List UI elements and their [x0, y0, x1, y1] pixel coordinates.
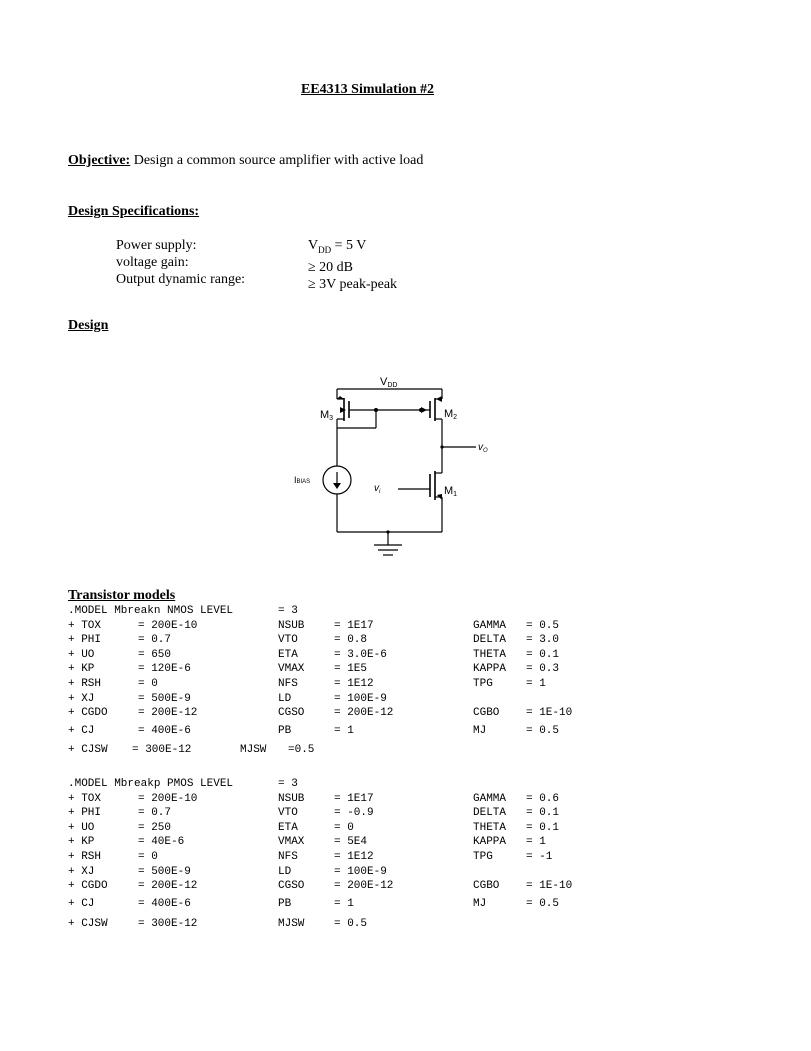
model-cell: LD	[278, 865, 292, 878]
transistor-models-heading: Transistor models	[68, 588, 176, 603]
model-cell: + CGDO	[68, 707, 108, 720]
objective-line	[68, 153, 423, 169]
model-cell: = 500E-9	[138, 865, 191, 878]
model-cell: PB	[278, 897, 292, 910]
m3-label: M3	[320, 409, 334, 422]
model-cell: ETA	[278, 821, 298, 834]
spec-value-range: ≥ 3V peak-peak	[308, 276, 398, 292]
model-cell: TPG	[473, 851, 493, 863]
model-cell: = 1	[526, 836, 546, 849]
model-cell: TPG	[473, 678, 493, 690]
model-cell: = 500E-9	[138, 692, 191, 705]
model-cell: MJ	[473, 724, 487, 737]
model-cell: = 3	[278, 778, 298, 790]
model-cell: + CJSW	[68, 918, 108, 931]
model-cell: .MODEL Mbreakn NMOS LEVEL	[68, 605, 234, 617]
model-cell: + CJSW	[68, 744, 108, 757]
model-cell: + CGDO	[68, 880, 108, 893]
model-cell: DELTA	[473, 634, 507, 647]
model-cell: THETA	[473, 648, 507, 661]
m3-arrow-icon	[337, 396, 344, 399]
vi-label: $v_i$	[374, 483, 381, 495]
model-cell: .MODEL Mbreakp PMOS LEVEL	[68, 778, 234, 790]
model-cell: CGSO	[278, 880, 305, 893]
model-cell: + TOX	[68, 792, 102, 805]
model-cell: ETA	[278, 648, 298, 661]
model-cell: = 1E-10	[526, 880, 573, 893]
model-cell: = -0.9	[334, 807, 374, 820]
design-heading: Design	[68, 318, 109, 333]
model-cell: = 0.5	[334, 918, 368, 931]
model-cell: = 650	[138, 648, 172, 661]
model-cell: = 1	[526, 678, 546, 690]
objective-label: Objective:	[68, 153, 131, 168]
model-cell: + KP	[68, 836, 95, 849]
model-cell: = 100E-9	[334, 865, 387, 878]
model-cell: = 0.5	[526, 619, 560, 632]
model-cell: = 1E5	[334, 663, 368, 676]
model-cell: = 200E-12	[138, 880, 198, 893]
model-cell: = 0	[334, 821, 354, 834]
model-cell: = 1	[334, 897, 354, 910]
vdd-label: VDD	[380, 376, 398, 389]
model-cell: CGSO	[278, 707, 305, 720]
model-cell: MJSW	[240, 744, 267, 757]
vo-label: $v_O$	[478, 442, 488, 454]
model-cell: + CJ	[68, 724, 95, 737]
page-title: EE4313 Simulation #2	[300, 82, 435, 97]
model-cell: = 1E12	[334, 678, 374, 690]
model-cell: = 400E-6	[138, 724, 191, 737]
model-cell: NSUB	[278, 792, 305, 805]
model-cell: VMAX	[278, 836, 305, 849]
circuit-schematic	[280, 370, 520, 565]
model-cell: + PHI	[68, 634, 102, 647]
model-cell: LD	[278, 692, 292, 705]
model-cell: = 0	[138, 678, 158, 690]
model-cell: = 0.5	[526, 897, 560, 910]
model-cell: = 1E12	[334, 851, 374, 863]
model-cell: = 300E-12	[138, 918, 198, 931]
m2-source-arrow-icon	[436, 396, 442, 402]
model-cell: = 3.0E-6	[334, 648, 387, 661]
model-cell: =0.5	[288, 744, 315, 757]
model-cell: VMAX	[278, 663, 305, 676]
model-cell: = 0.7	[138, 807, 172, 820]
spec-label-range: Output dynamic range:	[116, 272, 246, 287]
model-cell: = 200E-10	[138, 619, 198, 632]
m3-gate-arrow-icon	[340, 407, 346, 413]
model-cell: = 200E-12	[138, 707, 198, 720]
objective-text: Design a common source amplifier with active load	[130, 153, 424, 168]
model-cell: = 0.1	[526, 648, 560, 661]
model-cell: + XJ	[68, 692, 95, 705]
model-cell: = 0.1	[526, 821, 560, 834]
model-cell: GAMMA	[473, 792, 507, 805]
model-cell: = 5E4	[334, 836, 368, 849]
model-cell: = 300E-12	[132, 744, 192, 757]
current-source-arrow-icon	[333, 483, 341, 489]
model-cell: + XJ	[68, 865, 95, 878]
model-cell: = 0.1	[526, 807, 560, 820]
model-cell: + UO	[68, 648, 95, 661]
model-cell: + KP	[68, 663, 95, 676]
model-cell: = -1	[526, 851, 553, 863]
spec-values	[308, 237, 397, 293]
model-cell: = 0.7	[138, 634, 172, 647]
spec-value-power: $V_{DD} = 5$ V	[308, 238, 367, 255]
ibias-label: IBIAS	[294, 475, 311, 485]
model-cell: + PHI	[68, 807, 102, 820]
spec-label-gain: voltage gain:	[116, 255, 189, 270]
model-cell: = 1	[334, 724, 354, 737]
design-specs-heading: Design Specifications:	[68, 204, 200, 219]
gate-junction-dot	[374, 408, 378, 412]
model-cell: VTO	[278, 634, 298, 647]
model-cell: MJ	[473, 897, 487, 910]
model-cell: DELTA	[473, 807, 507, 820]
model-cell: CGBO	[473, 707, 500, 720]
model-cell: = 3	[278, 605, 298, 617]
model-cell: = 0	[138, 851, 158, 863]
model-cell: MJSW	[278, 918, 305, 931]
model-cell: = 200E-10	[138, 792, 198, 805]
model-cell: = 200E-12	[334, 880, 394, 893]
m1-label: M1	[444, 485, 458, 498]
spec-value-gain: ≥ 20 dB	[308, 259, 354, 275]
model-cell: = 120E-6	[138, 663, 191, 676]
model-cell: = 3.0	[526, 634, 560, 647]
model-cell: KAPPA	[473, 836, 507, 849]
model-cell: = 100E-9	[334, 692, 387, 705]
model-cell: = 0.3	[526, 663, 560, 676]
model-cell: NSUB	[278, 619, 305, 632]
model-cell: = 400E-6	[138, 897, 191, 910]
model-cell: KAPPA	[473, 663, 507, 676]
model-cell: = 250	[138, 821, 172, 834]
spec-label-power: Power supply:	[116, 238, 197, 253]
model-cell: + UO	[68, 821, 95, 834]
model-cell: = 0.8	[334, 634, 368, 647]
model-cell: + TOX	[68, 619, 102, 632]
model-cell: CGBO	[473, 880, 500, 893]
model-cell: = 1E17	[334, 792, 374, 805]
model-cell: + RSH	[68, 851, 102, 863]
model-cell: THETA	[473, 821, 507, 834]
model-cell: = 200E-12	[334, 707, 394, 720]
model-cell: = 1E17	[334, 619, 374, 632]
m2-label: M2	[444, 408, 458, 421]
m2-gate-arrow-icon	[421, 407, 427, 413]
model-cell: + CJ	[68, 897, 95, 910]
model-cell: PB	[278, 724, 292, 737]
model-cell: + RSH	[68, 678, 102, 690]
model-cell: NFS	[278, 678, 298, 690]
model-cell: = 0.6	[526, 792, 560, 805]
spec-labels	[116, 237, 245, 288]
model-cell: NFS	[278, 851, 298, 863]
model-cell: GAMMA	[473, 619, 507, 632]
model-cell: = 0.5	[526, 724, 560, 737]
model-cell: = 1E-10	[526, 707, 573, 720]
model-cell: = 40E-6	[138, 836, 185, 849]
model-cell: VTO	[278, 807, 298, 820]
